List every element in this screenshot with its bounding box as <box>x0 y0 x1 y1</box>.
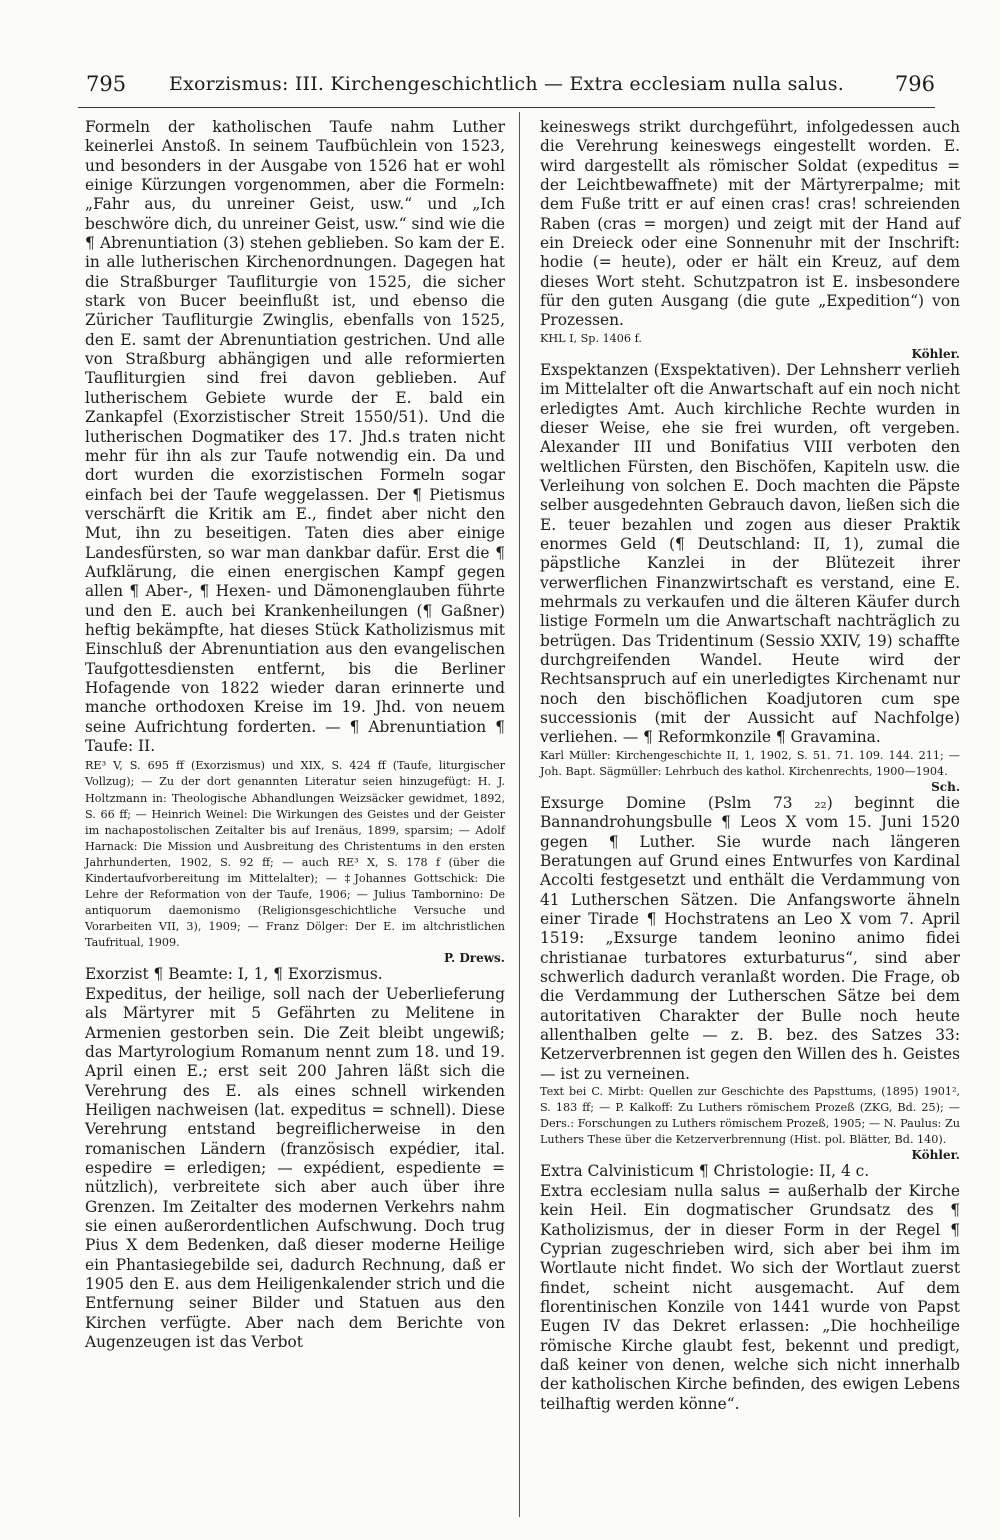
entry-expeditus-continued: keineswegs strikt durchgeführt, infolgedessen auch die Verehrung keineswegs eingestellt worden. E. wird dargestellt als römischer Soldat (expeditus = der Leichtbewaffnete) mit der Märtyrerpalme; mit dem Fuße tritt er auf einen cras! cras! schreienden Raben (cras = morgen) und zeigt mit der Hand auf ein Dreieck oder eine Sonnenuhr mit der Inschrift: hodie (= heute), oder er hält ein Kreuz, auf dem dieses Wort steht. Schutzpatron ist E. insbesondere für den guten Ausgang (die gute „Expedition“) von Prozessen. <box>540 118 960 330</box>
entry-exorzismus-continued: Formeln der katholischen Taufe nahm Luther keinerlei Anstoß. In seinem Taufbüchlein von 1523, und besonders in der Ausgabe von 1526 hat er wohl einige Kürzungen vorgenommen, aber die Formeln: „Fahr aus, du unreiner Geist, usw.“ und „Ich beschwöre dich, du unreiner Geist, usw.“ sind wie die ¶ Abrenuntiation (3) stehen geblieben. So kam der E. in alle lutherischen Kirchenordnungen. Dagegen hat die Straßburger Taufliturgie von 1525, die sicher stark von Bucer beeinflußt ist, und ebenso die Züricher Taufliturgie Zwinglis, ebenfalls von 1525, den E. samt der Abrenuntiation gestrichen. Und alle von Straßburg abhängigen und alle reformierten Taufliturgien sind frei davon geblieben. Auf lutherischem Gebiete wurde der E. bald ein Zankapfel (Exorzistischer Streit 1550/51). Und die lutherischen Dogmatiker des 17. Jhd.s traten nicht mehr für ihn als zur Taufe notwendig ein. Da und dort wurden die exorzistischen Formeln sogar einfach bei der Taufe weggelassen. Der ¶ Pietismus verschärft die Kritik am E., findet aber nicht den Mut, ihn zu beseitigen. Taten dies aber einige Landesfürsten, so war man dankbar dafür. Erst die ¶ Aufklärung, die einen energischen Kampf gegen allen ¶ Aber-, ¶ Hexen- und Dämonenglauben führte und den E. auch bei Krankenheilungen (¶ Gaßner) heftig bekämpfte, hat dieses Stück Katholizismus mit Einschluß der Abrenuntiation aus den evangelischen Taufgottesdiensten entfernt, bis die Berliner Hofagende von 1822 wieder daran erinnerte und manche orthodoxen Kreise im 19. Jhd. von neuem seine Aufrichtung forderten. — ¶ Abrenuntiation ¶ Taufe: II. <box>85 118 505 755</box>
author-signature: Köhler. <box>911 1148 960 1163</box>
author-signature: P. Drews. <box>443 951 505 966</box>
entry-exsurge-domine: Exsurge Domine (Pslm 73 ₂₂) beginnt die Bannandrohungsbulle ¶ Leos X vom 15. Juni 1520 gegen ¶ Luther. Sie wurde nach längeren Beratungen auf Grund eines Entwurfes von Kardinal Accolti festgesetzt und enthält die Verdammung von 41 Lutherschen Sätzen. Die Anfangsworte ähneln einer Tirade ¶ Hochstratens an Leo X vom 7. April 1519: „Exsurge tandem leonino animo fidei christianae turbatores exturbaturus“, sind aber schwerlich dadurch veranlaßt worden. Die Frage, ob die Verdammung der Lutherschen Sätze bei dem autoritativen Charakter der Bulle noch heute allenthalben gelte — z. B. bez. des Satzes 33: Ketzerverbrennen ist gegen den Willen des h. Geistes — ist zu verneinen. <box>540 793 960 1083</box>
entry-exorzist: Exorzist ¶ Beamte: I, 1, ¶ Exorzismus. <box>85 965 383 984</box>
page-number-right: 796 <box>894 72 935 96</box>
right-column <box>540 118 960 1414</box>
bibliography-exsurge-domine: Text bei C. Mirbt: Quellen zur Geschichte des Papsttums, (1895) 1901², S. 183 ff; — P. Kalkoff: Zu Luthers römischem Prozeß (ZKG, Bd. 25); — Ders.: Forschungen zu Luthers römischem Prozeß, 1905; — N. Paulus: Zu Luthers These über die Ketzerverbrennung (Hist. pol. Blätter, Bd. 140). <box>540 1085 960 1147</box>
entry-extra-calvinisticum: Extra Calvinisticum ¶ Christologie: II, 4 c. <box>540 1162 870 1181</box>
entry-extra-ecclesiam: Extra ecclesiam nulla salus = außerhalb der Kirche kein Heil. Ein dogmatischer Grundsatz des ¶ Katholizismus, der in dieser Form in der Regel ¶ Cyprian zugeschrieben wird, sich aber bei ihm im Wortlaute nicht findet. Wo sich der Wortlaut zuerst findet, scheint nicht ausgemacht. Auf dem florentinischen Konzile von 1441 wurde von Papst Eugen IV das Dekret erlassen: „Die hochheilige römische Kirche glaubt fest, bekennt und predigt, daß keiner von denen, welche sich nicht innerhalb der katholischen Kirche befinden, des ewigen Lebens teilhaftig werden könne“. <box>540 1181 960 1413</box>
bibliography-exorzismus: RE³ V, S. 695 ff (Exorzismus) und XIX, S. 424 ff (Taufe, liturgischer Vollzug); — Zu der dort genannten Literatur seien hinzugefügt: H. J. Holtzmann in: Theologische Abhandlungen Weizsäcker gewidmet, 1892, S. 66 ff; — Heinrich Weinel: Die Wirkungen des Geistes und der Geister im nachapostolischen Zeitalter bis auf Irenäus, 1899, sparsim; — Adolf Harnack: Die Mission und Ausbreitung des Christentums in den ersten Jahrhunderten, 1902, S. 92 ff; — auch RE³ X, S. 178 f (über die Kindertaufvorbereitung im Mittelalter); — ‡Johannes Gottschick: Die Lehre der Reformation von der Taufe, 1906; — Julius Tambornino: De antiquorum daemonismo (Religionsgeschichtliche Versuche und Vorarbeiten VII, 3), 1909; — Franz Dölger: Der E. im altchristlichen Taufritual, 1909. <box>85 759 505 950</box>
running-title: Exorzismus: III. Kirchengeschichtlich — Extra ecclesiam nulla salus. <box>169 73 844 95</box>
bibliography-expeditus: KHL I, Sp. 1406 f. <box>540 331 642 345</box>
entry-expeditus: Expeditus, der heilige, soll nach der Ueberlieferung als Märtyrer mit 5 Gefährten zu Melitene in Armenien gestorben sein. Die Zeit bleibt ungewiß; das Martyrologium Romanum nennt zum 18. und 19. April einen E.; erst seit 200 Jahren läßt sich die Verehrung des E. als eines schnell wirkenden Heiligen nachweisen (lat. expeditus = schnell). Diese Verehrung entstand begreiflicherweise in den romanischen Ländern (französisch expédier, ital. espedire = erledigen; — expédient, espediente = nützlich), verbreitete sich aber auch über ihre Grenzen. Im Zeitalter des modernen Verkehrs nahm sie einen außerordentlichen Aufschwung. Doch trug Pius X dem Bedenken, daß dieser moderne Heilige ein Phantasiegebilde sei, dadurch Rechnung, daß er 1905 den E. aus dem Heiligenkalender strich und die Entfernung seiner Bilder und Statuen aus den Kirchen verfügte. Aber nach dem Berichte von Augenzeugen ist das Verbot <box>85 984 505 1351</box>
page-number-left: 795 <box>86 72 127 96</box>
author-signature: Sch. <box>931 779 960 794</box>
column-divider <box>519 112 520 1517</box>
left-column <box>85 118 505 1352</box>
bibliography-exspektanzen: Karl Müller: Kirchengeschichte II, 1, 1902, S. 51. 71. 109. 144. 211; — Joh. Bapt. Sägmüller: Lehrbuch des kathol. Kirchenrechts, 1900—1904. <box>540 748 960 778</box>
page-header <box>78 68 935 108</box>
entry-exspektanzen: Exspektanzen (Exspektativen). Der Lehnsherr verlieh im Mittelalter oft die Anwartschaft auf ein noch nicht erledigtes Amt. Auch kirchliche Rechte wurden in dieser Weise, ehe sie frei wurden, oft vergeben. Alexander III und Bonifatius VIII verboten den weltlichen Fürsten, den Bischöfen, Kapiteln usw. die Verleihung von solchen E. Doch machten die Päpste selber ausgedehnten Gebrauch davon, ließen sich die E. teuer bezahlen und zogen aus dieser Praktik enormes Geld (¶ Deutschland: II, 1), zumal die päpstliche Kanzlei in der Blütezeit ihrer verwerflichen Finanzwirtschaft es verstand, eine E. mehrmals zu verkaufen und die älteren Käufer durch listige Formeln um die Anwartschaft nachträglich zu betrügen. Das Tridentinum (Sessio XXIV, 19) schaffte durchgreifenden Wandel. Heute wird der Rechtsanspruch auf ein unerledigtes Kirchenamt nur noch den bischöflichen Koadjutoren cum spe successionis (mit der Aussicht auf Nachfolge) verliehen. — ¶ Reformkonzile ¶ Gravamina. <box>540 360 960 747</box>
author-signature: Köhler. <box>911 346 960 361</box>
